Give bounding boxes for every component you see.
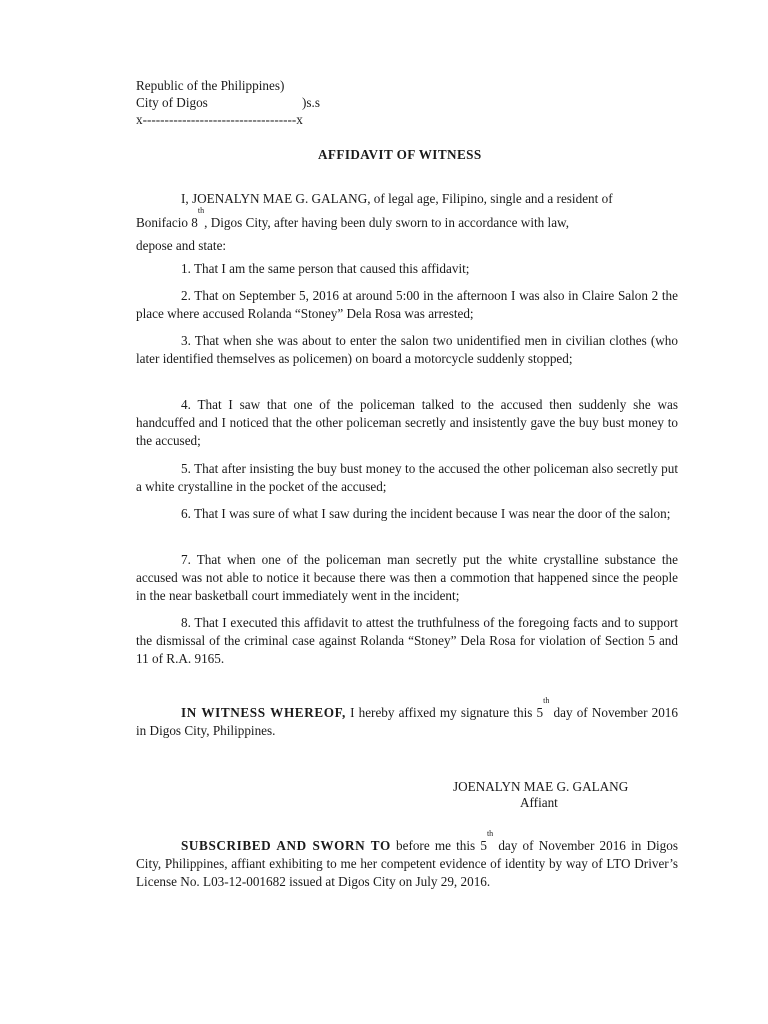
- intro-address-sup: th: [197, 206, 205, 215]
- item-6-text: 6. That I was sure of what I saw during the incident because I was near the door of the salon;: [181, 506, 671, 521]
- item-1-text: 1. That I am the same person that caused this affidavit;: [181, 261, 470, 276]
- intro-line-3: depose and state:: [136, 238, 227, 253]
- witness-text-b: day of November 2016 in Digos City, Philippines.: [136, 705, 678, 738]
- jurat-text-b: day of November 2016 in Digos City, Philippines, affiant exhibiting to me her competent evidence of identity by way of LTO Driver’s License No. L03-12-001682 issued at Digos City on July 29, 2016.: [136, 838, 678, 889]
- item-2-text: 2. That on September 5, 2016 at around 5:00 in the afternoon I was also in Claire Salon 2 the place where accused Rolanda “Stoney” Dela Rosa was arrested;: [136, 288, 678, 321]
- witness-heading: IN WITNESS WHEREOF,: [181, 705, 346, 720]
- item-1: [136, 260, 678, 278]
- item-5: [136, 460, 678, 496]
- signatory-role: Affiant: [520, 795, 558, 810]
- signatory-name: JOENALYN MAE G. GALANG: [453, 779, 629, 794]
- item-4: [136, 396, 678, 450]
- intro-address-rest: , Digos City, after having been duly sworn to in accordance with law,: [204, 215, 570, 230]
- jurat-sup: th: [486, 829, 494, 838]
- witness-sup: th: [543, 696, 550, 705]
- item-8: [136, 614, 678, 668]
- intro-address: Bonifacio 8: [136, 215, 198, 230]
- item-5-text: 5. That after insisting the buy bust money to the accused the other policeman also secretly put a white crystalline in the pocket of the accused;: [136, 461, 678, 494]
- document-title: AFFIDAVIT OF WITNESS: [318, 147, 482, 162]
- caption-divider: x-----------------------------------x: [136, 112, 303, 127]
- item-3-text: 3. That when she was about to enter the salon two unidentified men in civilian clothes (who later identified themselves as policemen) on board a motorcycle suddenly stopped;: [136, 333, 678, 366]
- item-2: [136, 287, 678, 323]
- caption-ss: )s.s: [302, 95, 320, 110]
- item-7: [136, 551, 678, 605]
- intro-line-2: [136, 206, 570, 232]
- jurat-text-a: before me this 5: [390, 838, 487, 853]
- item-8-text: 8. That I executed this affidavit to attest the truthfulness of the foregoing facts and to support the dismissal of the criminal case against Rolanda “Stoney” Dela Rosa for violation of Section 5 and 11 of R.A. 9165.: [136, 615, 678, 666]
- caption-republic: Republic of the Philippines): [136, 78, 285, 93]
- caption-city: City of Digos: [136, 95, 208, 110]
- witness-paragraph: [136, 696, 678, 740]
- jurat-heading: SUBSCRIBED AND SWORN TO: [181, 838, 391, 853]
- witness-text-a: I hereby affixed my signature this 5: [345, 705, 544, 720]
- item-6: [136, 505, 678, 523]
- item-3: [136, 332, 678, 368]
- item-7-text: 7. That when one of the policeman man secretly put the white crystalline substance the accused was not able to notice it because there was then a commotion that happened since the people in the near basketball court immediately went in the incident;: [136, 552, 678, 603]
- item-4-text: 4. That I saw that one of the policeman talked to the accused then suddenly she was handcuffed and I noticed that the other policeman secretly and insistently gave the buy bust money to the accused;: [136, 397, 678, 448]
- intro-line-1: I, JOENALYN MAE G. GALANG, of legal age, Filipino, single and a resident of: [181, 191, 613, 206]
- jurat-paragraph: [136, 829, 678, 891]
